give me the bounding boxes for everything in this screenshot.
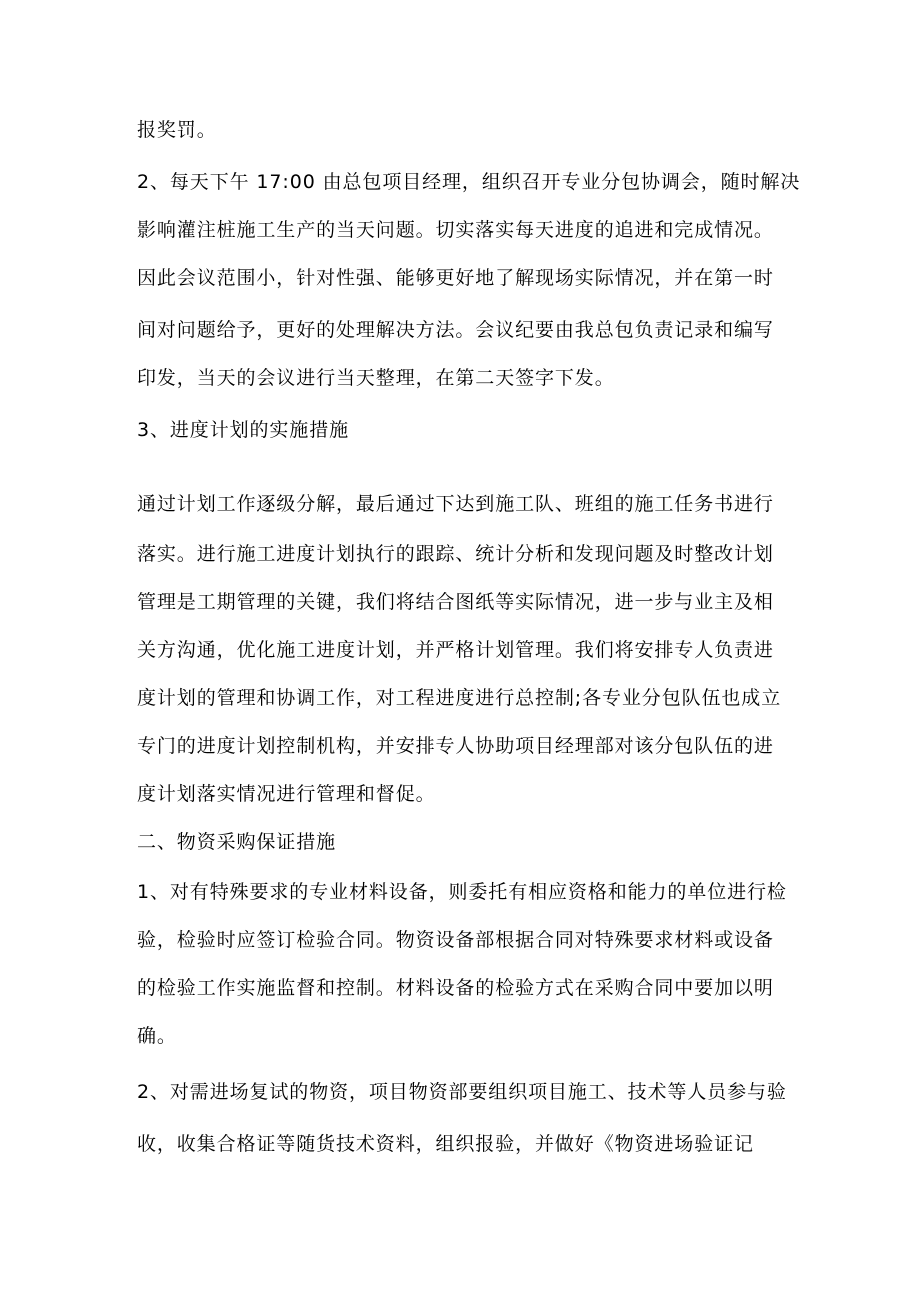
text-line: 管理是工期管理的关键，我们将结合图纸等实际情况，进一步与业主及相	[137, 591, 774, 613]
text-line: 印发，当天的会议进行当天整理，在第二天签字下发。	[137, 367, 615, 389]
text-line: 度计划的管理和协调工作，对工程进度进行总控制;各专业分包队伍也成立	[137, 687, 782, 709]
text-line: 验，检验时应签订检验合同。物资设备部根据合同对特殊要求材料或设备	[137, 929, 774, 951]
text-line: 通过计划工作逐级分解，最后通过下达到施工队、班组的施工任务书进行	[137, 493, 774, 515]
text-line: 因此会议范围小，针对性强、能够更好地了解现场实际情况，并在第一时	[137, 267, 774, 289]
text-line: 确。	[137, 1025, 177, 1047]
text-line: 影响灌注桩施工生产的当天问题。切实落实每天进度的追进和完成情况。	[137, 219, 774, 241]
text-line: 间对问题给予，更好的处理解决方法。会议纪要由我总包负责记录和编写	[137, 319, 774, 341]
text-line: 专门的进度计划控制机构，并安排专人协助项目经理部对该分包队伍的进	[137, 735, 774, 757]
text-line: 2、每天下午 17:00 由总包项目经理，组织召开专业分包协调会，随时解决	[137, 171, 801, 193]
text-line: 的检验工作实施监督和控制。材料设备的检验方式在采购合同中要加以明	[137, 977, 774, 999]
text-line: 1、对有特殊要求的专业材料设备，则委托有相应资格和能力的单位进行检	[137, 881, 787, 903]
text-line: 2、对需进场复试的物资，项目物资部要组织项目施工、技术等人员参与验	[137, 1081, 787, 1103]
text-line: 关方沟通，优化施工进度计划，并严格计划管理。我们将安排专人负责进	[137, 639, 774, 661]
text-line: 落实。进行施工进度计划执行的跟踪、统计分析和发现问题及时整改计划	[137, 543, 774, 565]
text-line: 度计划落实情况进行管理和督促。	[137, 783, 436, 805]
text-line: 收，收集合格证等随货技术资料，组织报验，并做好《物资进场验证记	[137, 1133, 754, 1155]
section-heading: 3、进度计划的实施措施	[137, 419, 349, 441]
text-line: 报奖罚。	[137, 119, 217, 141]
section-heading: 二、物资采购保证措施	[137, 831, 337, 853]
